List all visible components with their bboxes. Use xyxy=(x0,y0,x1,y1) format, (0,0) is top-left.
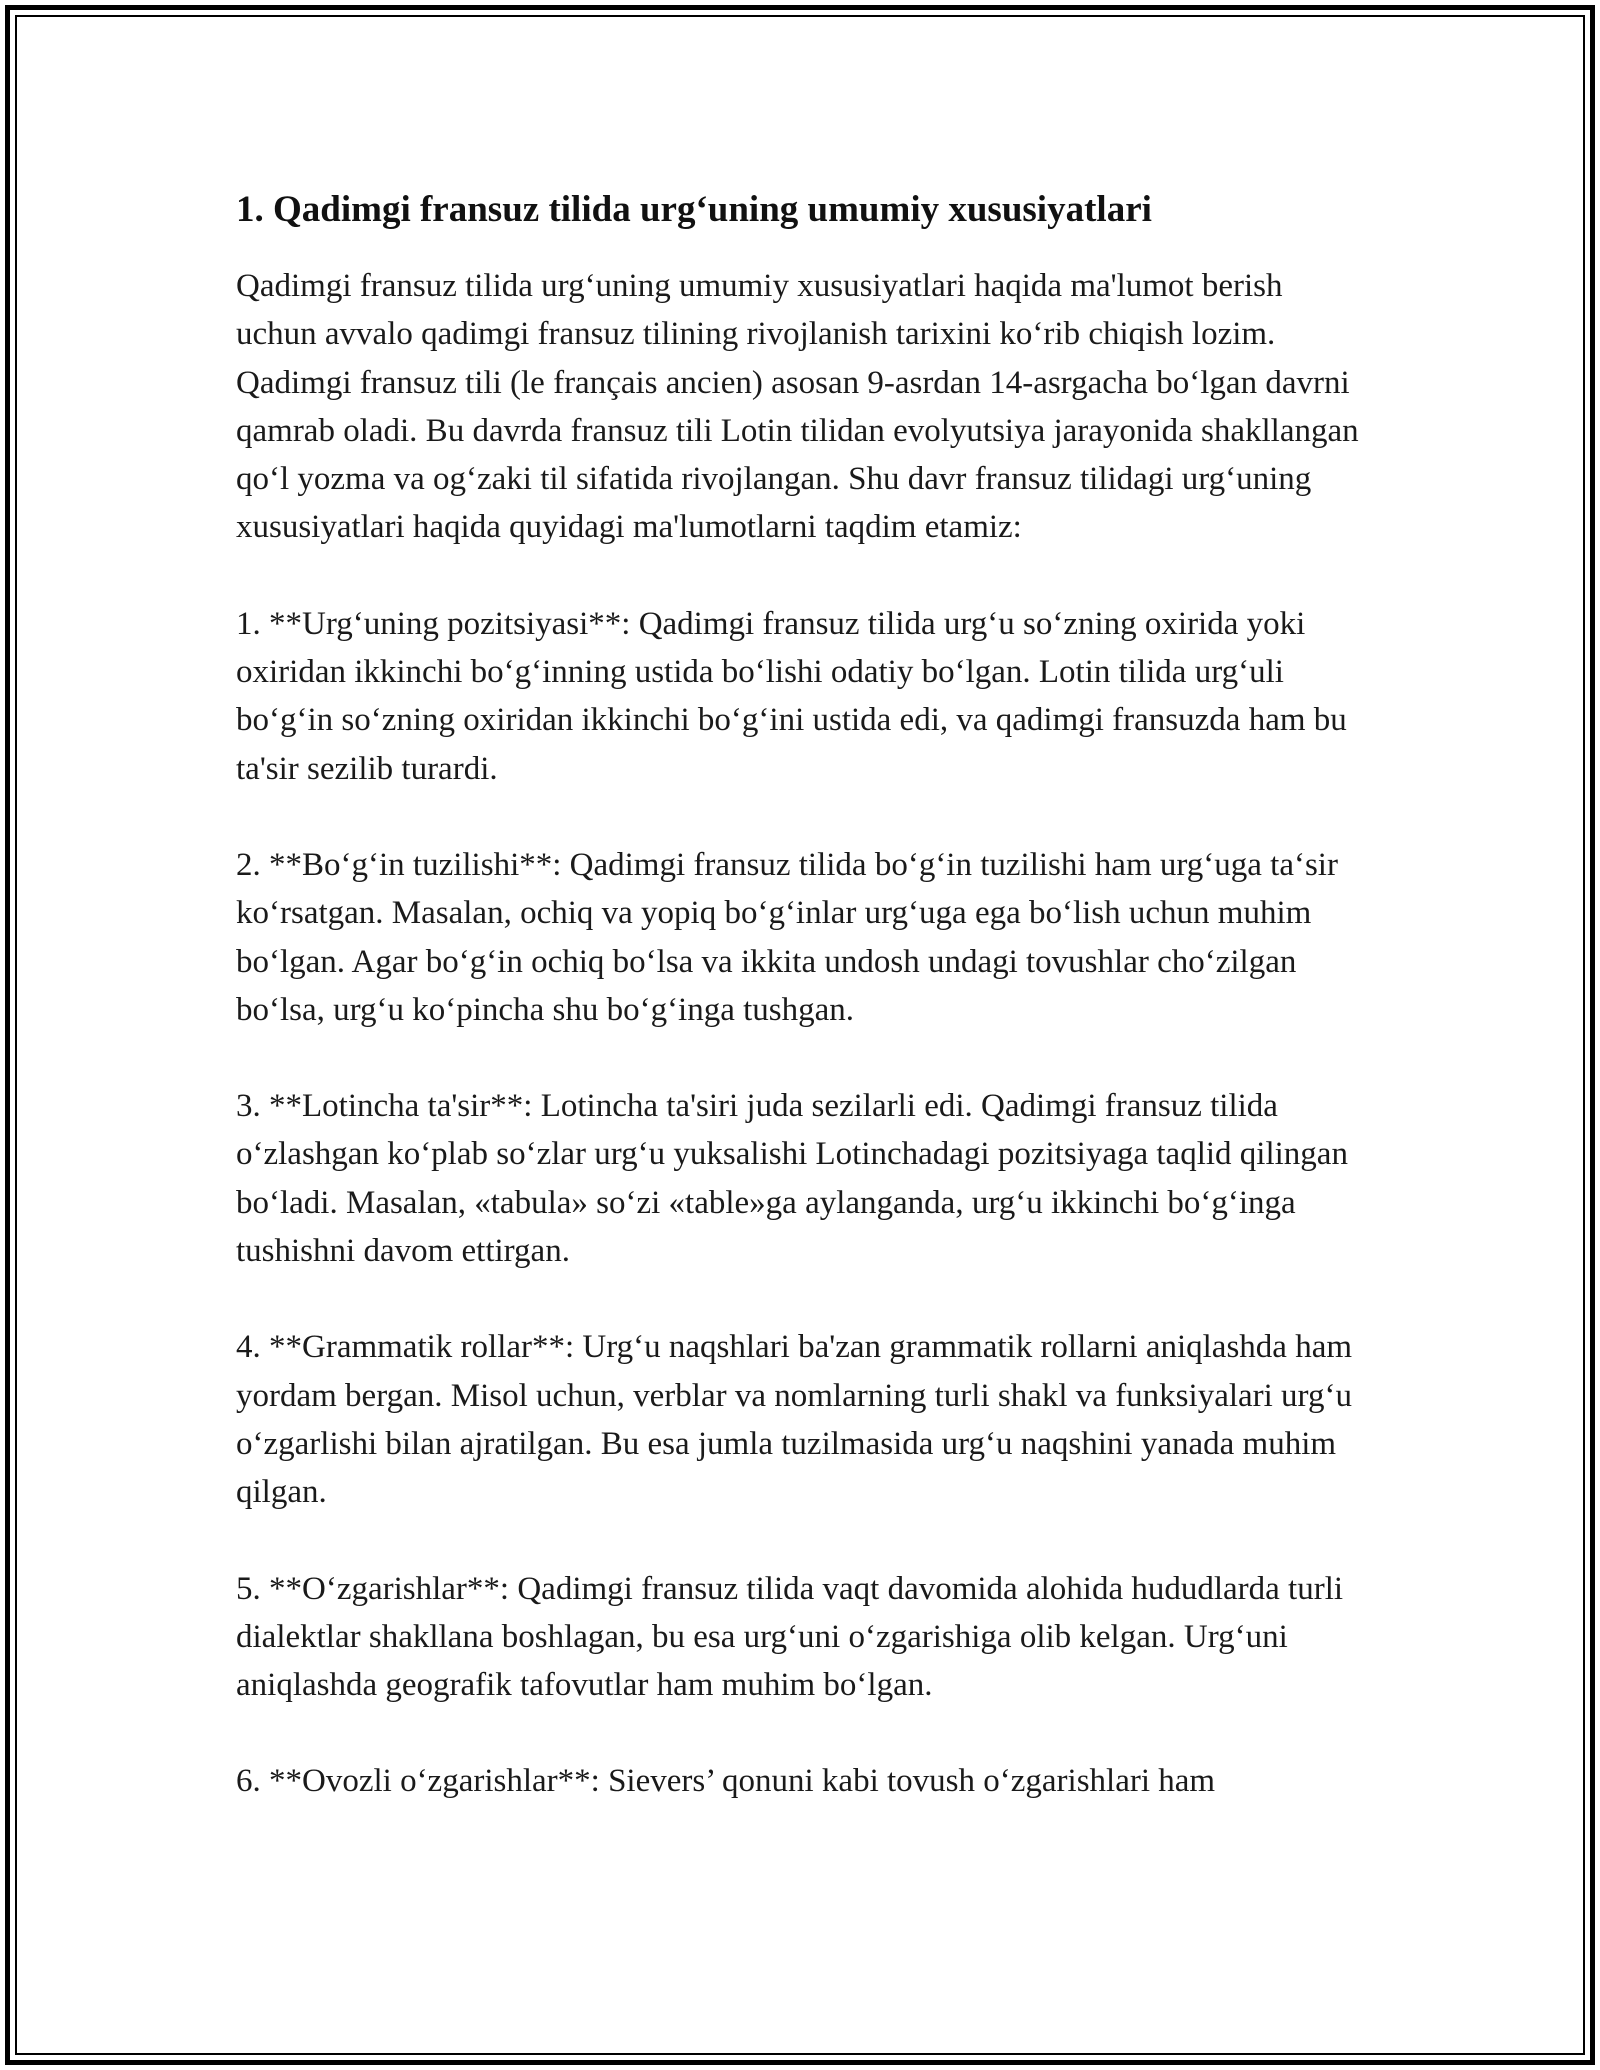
list-item-sound-changes: 6. **Ovozli o‘zgarishlar**: Sievers’ qonuni kabi tovush o‘zgarishlari ham xyxy=(236,1763,1216,1800)
list-item-grammatical-roles: 4. **Grammatik rollar**: Urg‘u naqshlari ba'zan grammatik rollarni aniqlashda ham yordam bergan. Misol uchun, verblar va nomlarning turli shakl va funksiyalari urg‘u o‘zgarlishi bilan ajratilgan. Bu esa jumla tuzilmasida urg‘u naqshini yanada muhim qilgan. xyxy=(236,1329,1353,1511)
document-body xyxy=(236,186,1366,1854)
list-item-latin-influence: 3. **Lotincha ta'sir**: Lotincha ta'siri juda sezilarli edi. Qadimgi fransuz tilida o‘zlashgan ko‘plab so‘zlar urg‘u yuksalishi Lotinchadagi pozitsiyaga taqlid qilingan bo‘ladi. Masalan, «tabula» so‘zi «table»ga aylanganda, urg‘u ikkinchi bo‘g‘inga tushishni davom ettirgan. xyxy=(236,1088,1348,1270)
section-heading: 1. Qadimgi fransuz tilida urg‘uning umumiy xususiyatlari xyxy=(236,189,1152,230)
intro-paragraph: Qadimgi fransuz tilida urg‘uning umumiy xususiyatlari haqida ma'lumot berish uchun avvalo qadimgi fransuz tilining rivojlanish tarixini ko‘rib chiqish lozim. Qadimgi fransuz tili (le français ancien) asosan 9-asrdan 14-asrgacha bo‘lgan davrni qamrab oladi. Bu davrda fransuz tili Lotin tilidan evolyutsiya jarayonida shakllangan qo‘l yozma va og‘zaki til sifatida rivojlangan. Shu davr fransuz tilidagi urg‘uning xususiyatlari haqida quyidagi ma'lumotlarni taqdim etamiz: xyxy=(236,268,1359,546)
list-item-stress-position: 1. **Urg‘uning pozitsiyasi**: Qadimgi fransuz tilida urg‘u so‘zning oxirida yoki oxiridan ikkinchi bo‘g‘inning ustida bo‘lishi odatiy bo‘lgan. Lotin tilida urg‘uli bo‘g‘in so‘zning oxiridan ikkinchi bo‘g‘ini ustida edi, va qadimgi fransuzda ham bu ta'sir sezilib turardi. xyxy=(236,605,1347,787)
list-item-changes: 5. **O‘zgarishlar**: Qadimgi fransuz tilida vaqt davomida alohida hududlarda turli dialektlar shakllana boshlagan, bu esa urg‘uni o‘zgarishiga olib kelgan. Urg‘uni aniqlashda geografik tafovutlar ham muhim bo‘lgan. xyxy=(236,1570,1344,1704)
list-item-syllable-structure: 2. **Bo‘g‘in tuzilishi**: Qadimgi fransuz tilida bo‘g‘in tuzilishi ham urg‘uga ta‘sir ko‘rsatgan. Masalan, ochiq va yopiq bo‘g‘inlar urg‘uga ega bo‘lish uchun muhim bo‘lgan. Agar bo‘g‘in ochiq bo‘lsa va ikkita undosh undagi tovushlar cho‘zilgan bo‘lsa, urg‘u ko‘pincha shu bo‘g‘inga tushgan. xyxy=(236,846,1338,1028)
